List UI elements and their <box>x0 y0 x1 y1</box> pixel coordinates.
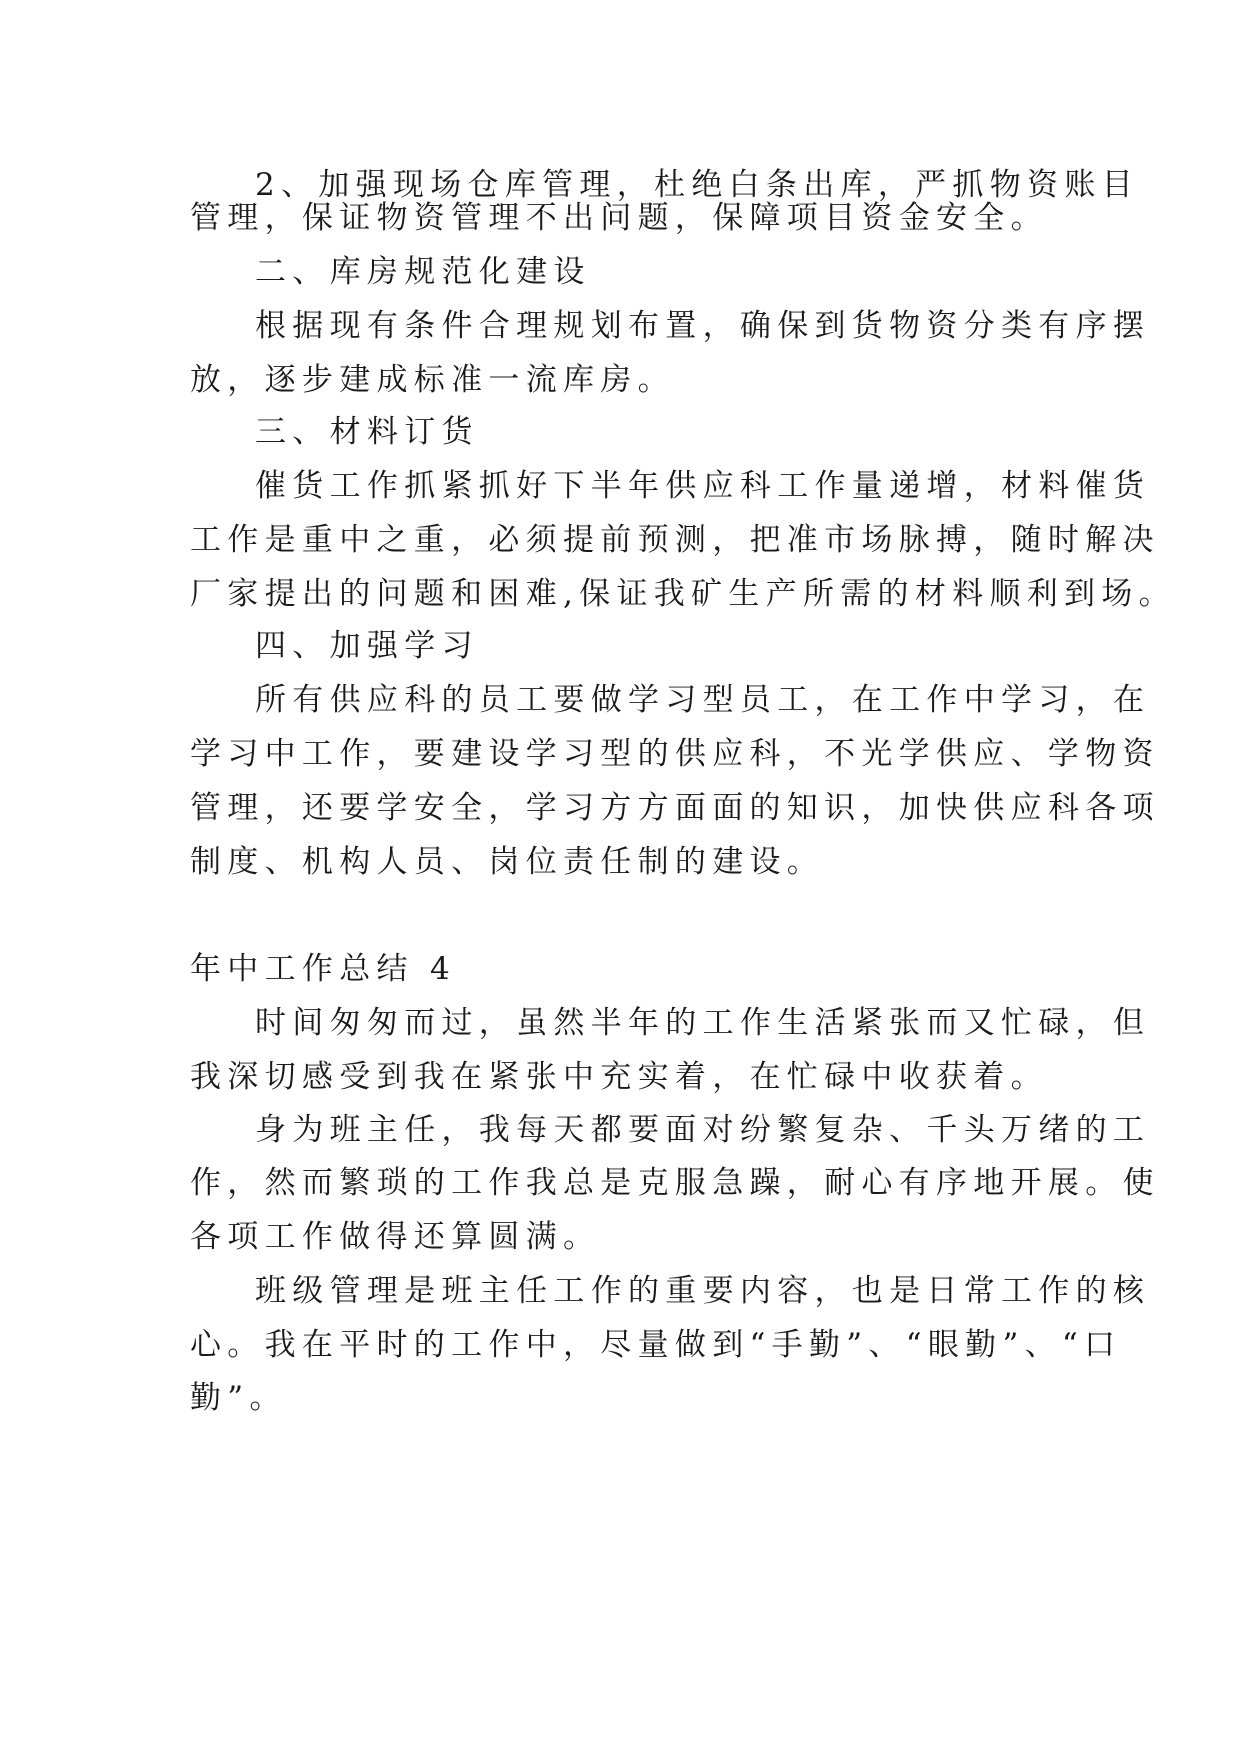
paragraph-line: 催货工作抓紧抓好下半年供应科工作量递增，材料催货 <box>255 468 1151 504</box>
paragraph-line: 身为班主任，我每天都要面对纷繁复杂、千头万绪的工 <box>255 1112 1151 1148</box>
paragraph-line: 管理，还要学安全，学习方方面面的知识，加快供应科各项 <box>190 790 1160 826</box>
paragraph-line: 2、加强现场仓库管理，杜绝白条出库，严抓物资账目 <box>255 167 1139 203</box>
paragraph-line: 勤”。 <box>190 1380 287 1416</box>
section-heading: 四、加强学习 <box>255 628 479 664</box>
paragraph-line: 心。我在平时的工作中，尽量做到“手勤”、“眼勤”、“口 <box>190 1327 1122 1363</box>
paragraph-line: 根据现有条件合理规划布置，确保到货物资分类有序摆 <box>255 308 1151 344</box>
paragraph-line: 厂家提出的问题和困难,保证我矿生产所需的材料顺利到场。 <box>190 576 1176 612</box>
paragraph-line: 我深切感受到我在紧张中充实着，在忙碌中收获着。 <box>190 1059 1048 1095</box>
paragraph-line: 班级管理是班主任工作的重要内容，也是日常工作的核 <box>255 1273 1151 1309</box>
article-title: 年中工作总结 4 <box>190 951 456 987</box>
paragraph-line: 管理，保证物资管理不出问题，保障项目资金安全。 <box>190 200 1048 236</box>
paragraph-line: 放，逐步建成标准一流库房。 <box>190 362 675 398</box>
paragraph-line: 制度、机构人员、岗位责任制的建设。 <box>190 844 825 880</box>
paragraph-line: 学习中工作，要建设学习型的供应科，不光学供应、学物资 <box>190 736 1160 772</box>
paragraph-line: 各项工作做得还算圆满。 <box>190 1219 601 1255</box>
paragraph-line: 所有供应科的员工要做学习型员工，在工作中学习，在 <box>255 682 1151 718</box>
section-heading: 二、库房规范化建设 <box>255 254 591 290</box>
section-heading: 三、材料订货 <box>255 414 479 450</box>
paragraph-line: 作，然而繁琐的工作我总是克服急躁，耐心有序地开展。使 <box>190 1165 1160 1201</box>
paragraph-line: 工作是重中之重，必须提前预测，把准市场脉搏，随时解决 <box>190 522 1160 558</box>
paragraph-line: 时间匆匆而过，虽然半年的工作生活紧张而又忙碌，但 <box>255 1005 1151 1041</box>
